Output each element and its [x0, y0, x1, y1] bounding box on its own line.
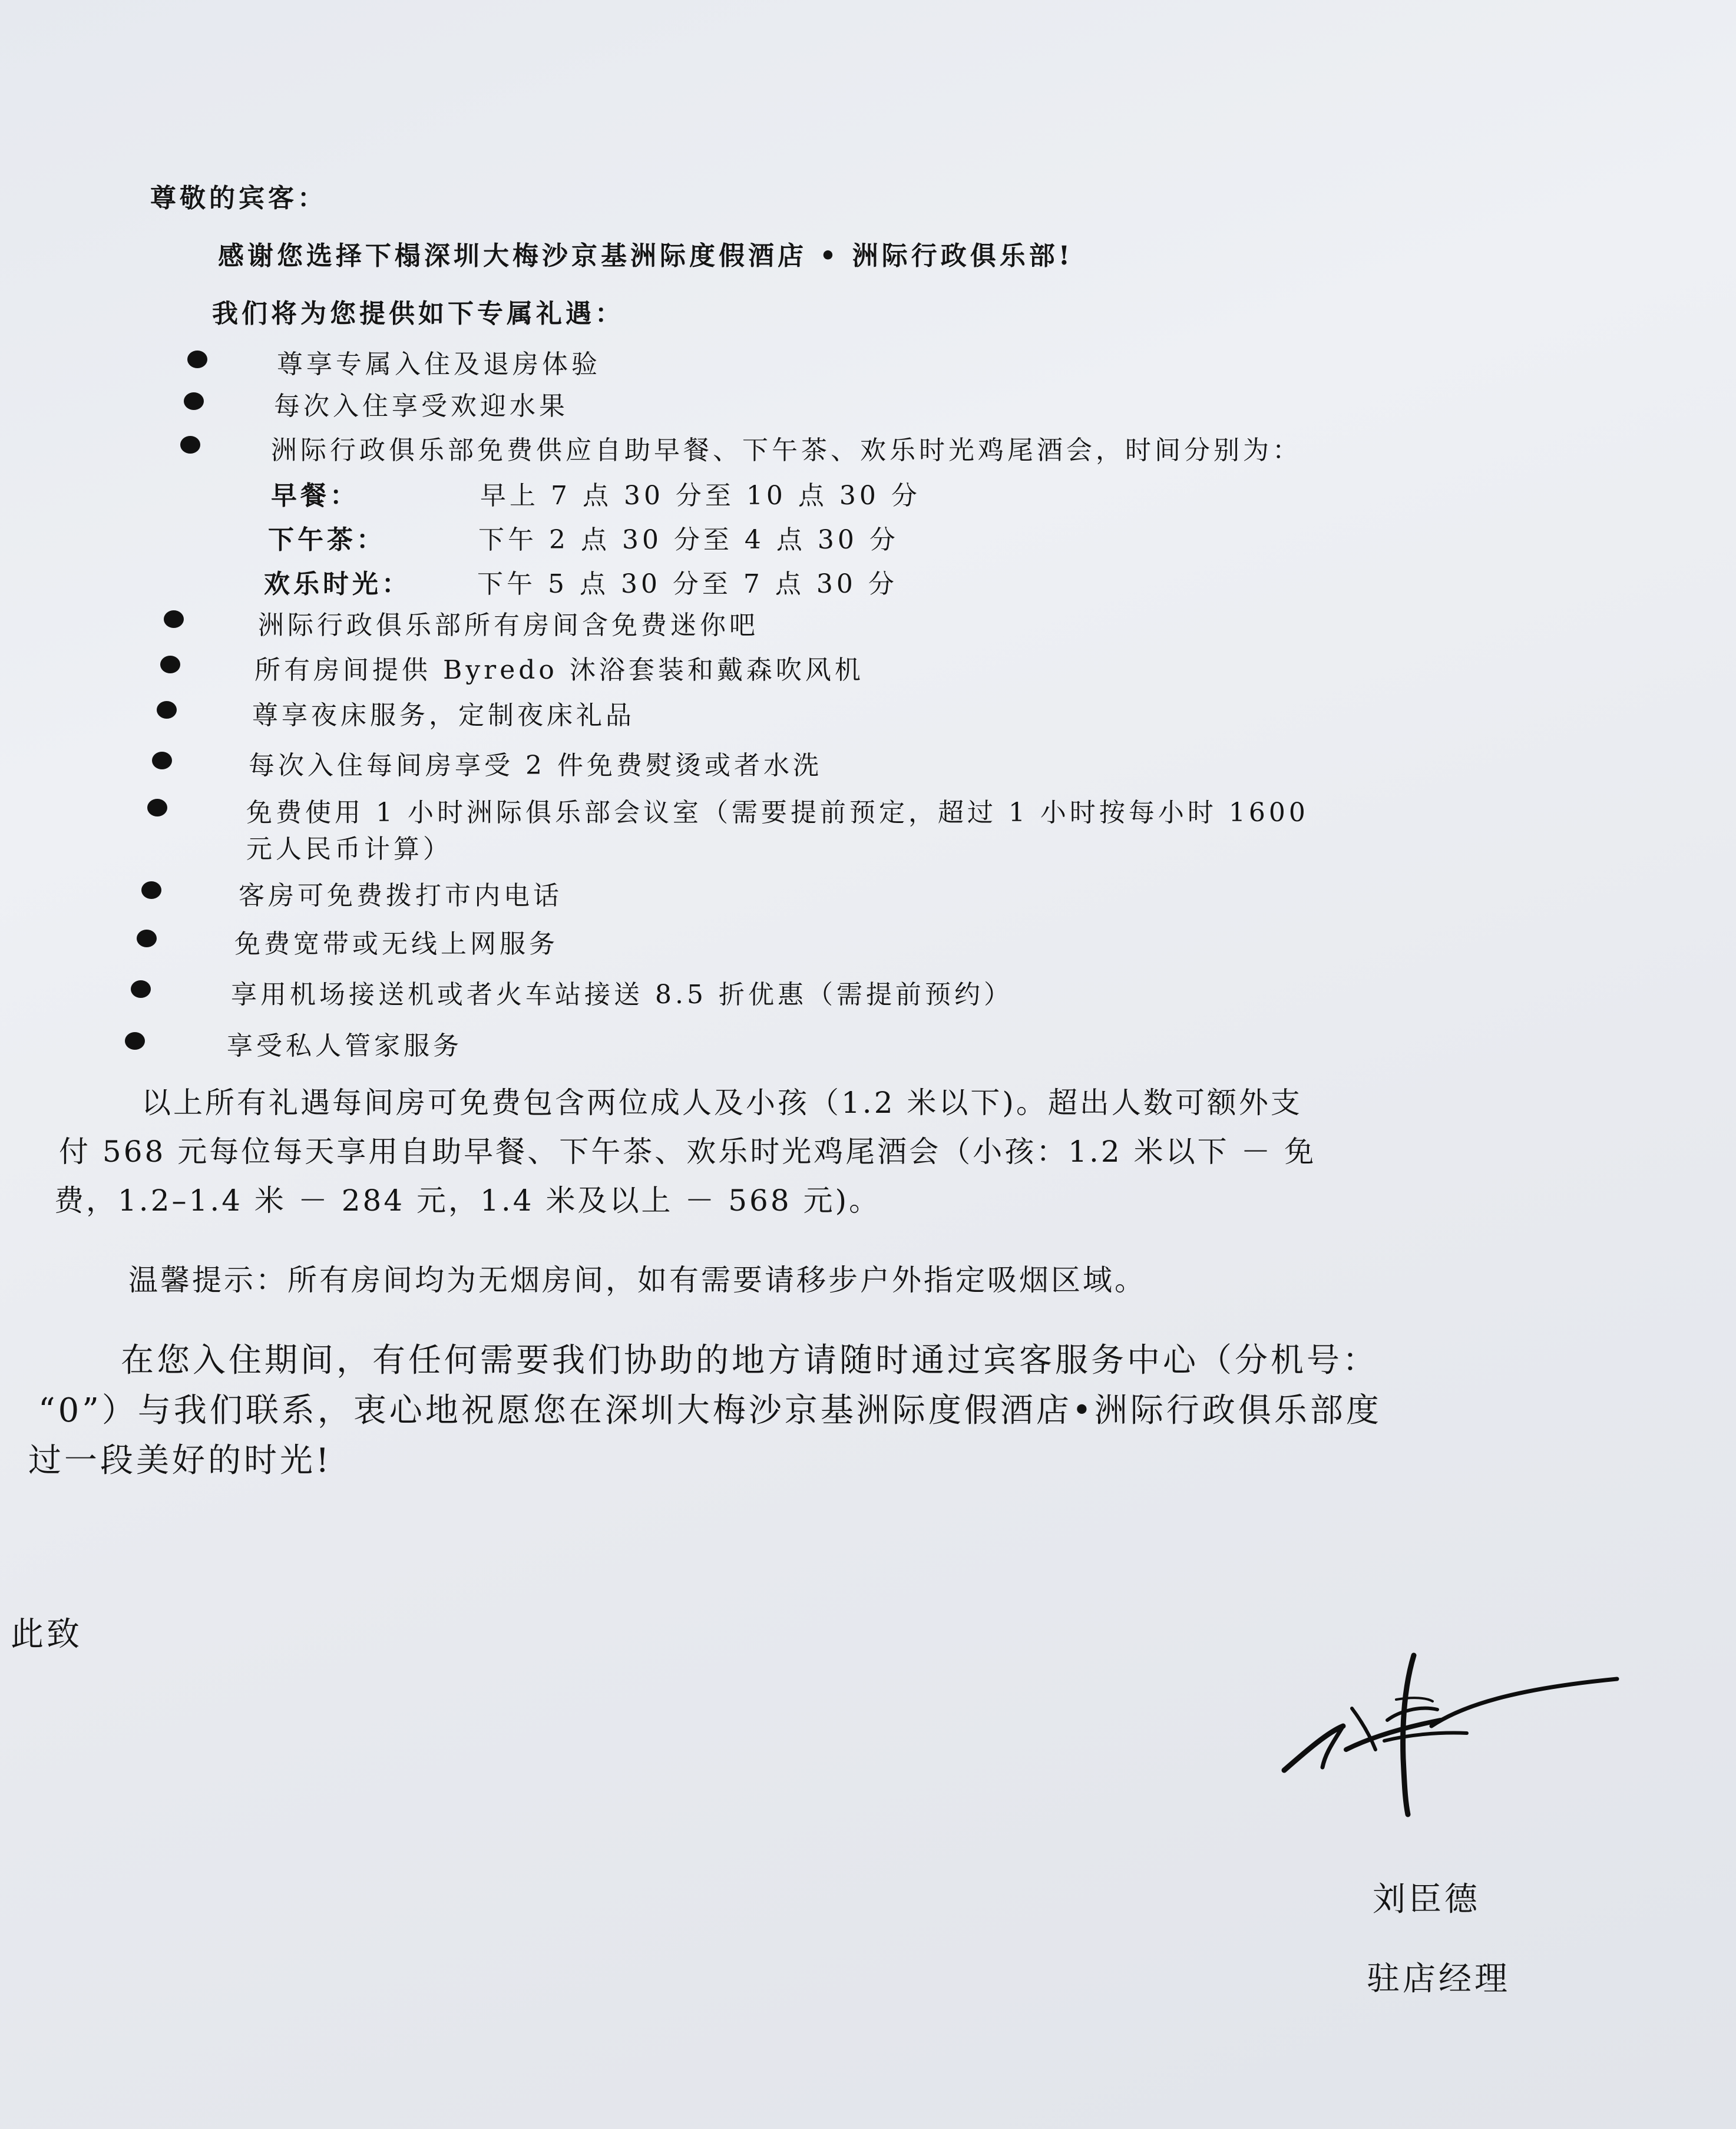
bullet-icon [131, 980, 151, 998]
benefit-item: 尊享夜床服务，定制夜床礼品 [252, 700, 635, 730]
closing-line: 在您入住期间，有任何需要我们协助的地方请随时通过宾客服务中心（分机号： [121, 1341, 1378, 1380]
schedule-time: 早上 7 点 30 分至 10 点 30 分 [480, 481, 921, 511]
benefit-item: 享受私人管家服务 [227, 1031, 462, 1061]
thanks-line: 感谢您选择下榻深圳大梅沙京基洲际度假酒店 • 洲际行政俱乐部! [218, 241, 1074, 271]
bullet-icon [147, 799, 167, 816]
benefit-item: 洲际行政俱乐部免费供应自助早餐、下午茶、欢乐时光鸡尾酒会，时间分别为： [271, 435, 1302, 465]
benefit-continuation: 元人民币计算） [246, 834, 452, 864]
handwritten-signature [1272, 1632, 1626, 1832]
bullet-icon [125, 1032, 145, 1050]
policy-line: 以上所有礼遇每间房可免费包含两位成人及小孩（1.2 米以下)。超出人数可额外支 [141, 1086, 1302, 1120]
closing-line: 过一段美好的时光! [28, 1442, 332, 1480]
schedule-label: 早餐： [271, 481, 359, 511]
bullet-icon [187, 351, 207, 368]
benefit-item: 客房可免费拨打市内电话 [239, 881, 563, 911]
schedule-label: 下午茶： [268, 525, 386, 555]
schedule-time: 下午 5 点 30 分至 7 点 30 分 [477, 569, 898, 599]
bullet-icon [180, 436, 200, 454]
schedule-time: 下午 2 点 30 分至 4 点 30 分 [478, 525, 899, 555]
benefit-item: 尊享专属入住及退房体验 [277, 349, 601, 379]
bullet-icon [141, 881, 161, 899]
closing-line: “0”）与我们联系，衷心地祝愿您在深圳大梅沙京基洲际度假酒店•洲际行政俱乐部度 [38, 1391, 1382, 1430]
bullet-icon [137, 930, 157, 947]
benefit-item: 洲际行政俱乐部所有房间含免费迷你吧 [258, 610, 759, 640]
signer-title: 驻店经理 [1367, 1960, 1510, 1998]
benefit-item: 每次入住每间房享受 2 件免费熨烫或者水洗 [249, 751, 822, 781]
benefit-item: 享用机场接送机或者火车站接送 8.5 折优惠（需提前预约） [231, 980, 1013, 1010]
bullet-icon [152, 752, 172, 769]
signer-name: 刘臣德 [1373, 1880, 1480, 1919]
reminder-line: 温馨提示：所有房间均为无烟房间，如有需要请移步户外指定吸烟区域。 [128, 1263, 1146, 1297]
policy-line: 费，1.2–1.4 米 － 284 元，1.4 米及以上 － 568 元)。 [54, 1183, 881, 1218]
benefit-item: 免费宽带或无线上网服务 [234, 929, 558, 959]
benefit-item: 每次入住享受欢迎水果 [274, 391, 568, 421]
salutation: 尊敬的宾客： [150, 183, 327, 213]
intro-line: 我们将为您提供如下专属礼遇： [212, 299, 624, 329]
benefit-item: 免费使用 1 小时洲际俱乐部会议室（需要提前预定，超过 1 小时按每小时 1600 [246, 798, 1309, 828]
schedule-label: 欢乐时光： [264, 569, 411, 599]
bullet-icon [157, 701, 177, 719]
bullet-icon [184, 392, 204, 410]
bullet-icon [164, 610, 184, 628]
sign-off: 此致 [11, 1615, 82, 1654]
policy-line: 付 568 元每位每天享用自助早餐、下午茶、欢乐时光鸡尾酒会（小孩：1.2 米以下 － 免 [59, 1135, 1317, 1169]
benefit-item: 所有房间提供 Byredo 沐浴套装和戴森吹风机 [254, 655, 864, 685]
bullet-icon [160, 656, 180, 673]
